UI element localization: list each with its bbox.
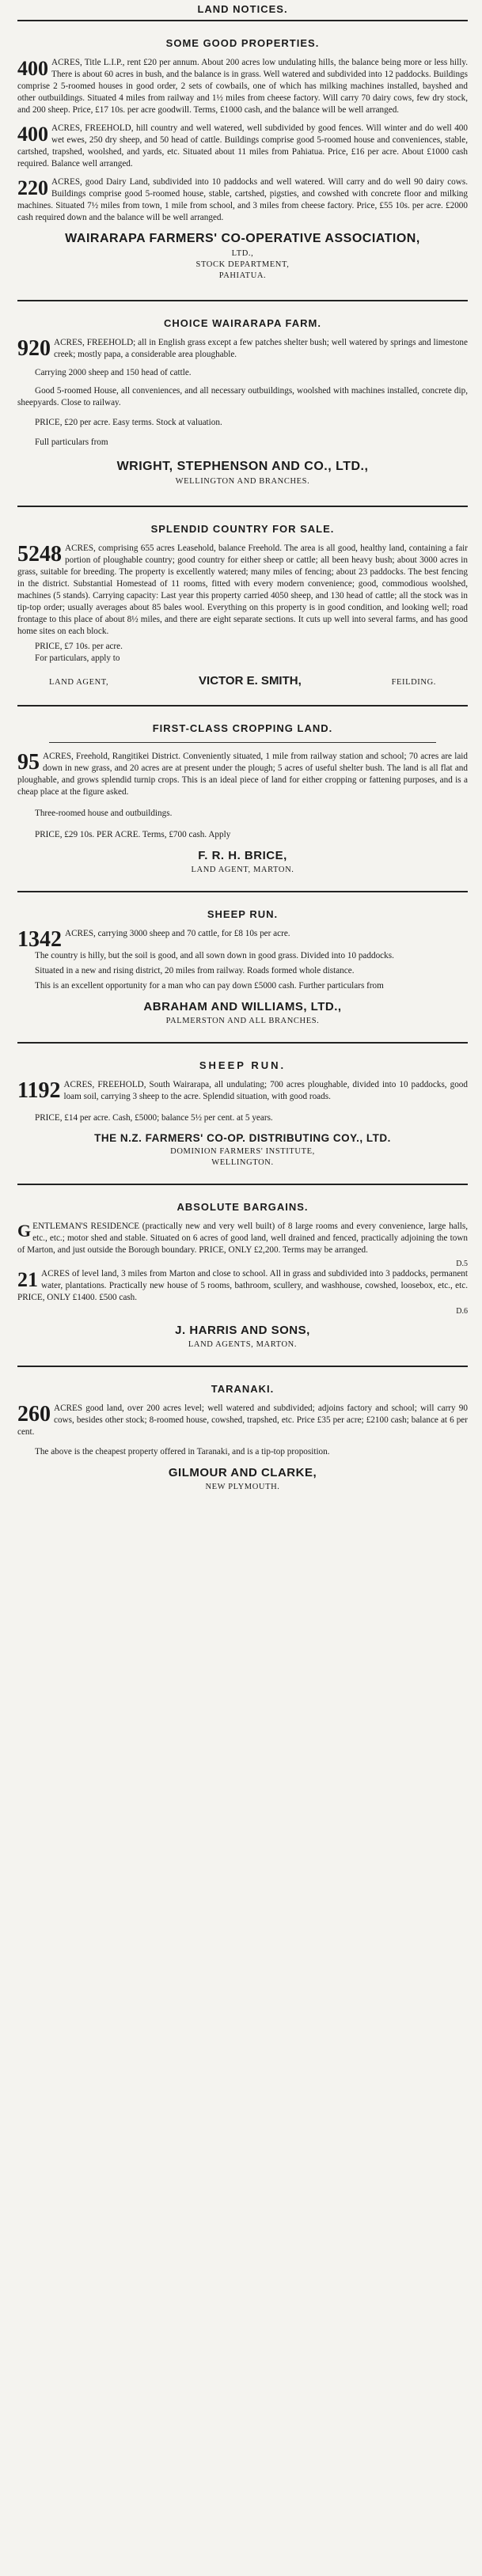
acreage-number: 920 [17, 336, 51, 361]
listing-21-acres [17, 1268, 468, 1304]
ad-heading: SPLENDID COUNTRY FOR SALE. [150, 523, 335, 535]
price-line: PRICE, £14 per acre. Cash, £5000; balance 5½ per cent. at 5 years. [35, 1113, 273, 1123]
listing-text: ACRES, FREEHOLD, South Wairarapa, all undulating; 700 acres ploughable, divided into 10 paddocks, good loam soil, carrying 3 sheep to the acre. Splendid situation, with good roads. [63, 1080, 468, 1101]
ad-heading: FIRST-CLASS CROPPING LAND. [152, 722, 333, 734]
acreage-number: 5248 [17, 542, 62, 566]
listing-text: ACRES, carrying 3000 sheep and 70 cattle, for £8 10s per acre. [65, 929, 290, 938]
land-description: The country is hilly, but the soil is good, and all sown down in good grass. Divided into 10 paddocks. [35, 951, 394, 960]
acreage-number: 1342 [17, 927, 62, 952]
price-line: PRICE, £7 10s. per acre. [35, 642, 123, 651]
price-line: PRICE, £20 per acre. Easy terms. Stock at valuation. [35, 418, 222, 427]
listing-text: ACRES of level land, 3 miles from Marton and close to school. All in grass and subdivided into 3 paddocks, permanent water, plantations. Practically new house of 5 rooms, bathroom, scullery, and washhouse, cowshed, loosebox, etc., etc. PRICE, ONLY £1400. £500 cash. [17, 1269, 468, 1302]
listing-920-acres [17, 337, 468, 361]
agent-branches: PALMERSTON AND ALL BRANCHES. [165, 1017, 320, 1025]
divider [17, 300, 468, 301]
divider [17, 1042, 468, 1044]
agent-name: F. R. H. BRICE, [198, 849, 287, 862]
listing-text: ACRES, Title L.I.P., rent £20 per annum. About 200 acres low undulating hills, the balance being more or less hilly. There is about 60 acres in bush, and the balance is in grass. Well watered and subdivided into 12 paddocks. Buildings comprise 2 5-roomed houses in good order, 2 sets of cowbails, one of which has milking machines installed, bayshed and other outbuildings. Situated 4 miles from railway and 1½ miles from cheese factory. Will carry 70 dairy cows, few dry stock, and 200 sheep. Price, £17 10s. per acre goodwill. Terms, £1000 cash, and the balance will be well arranged. [17, 58, 468, 115]
listing-gentlemans-residence [17, 1221, 468, 1256]
listing-text: ACRES, FREEHOLD, hill country and well watered, well subdivided by good fences. Will winter and do well 400 wet ewes, 250 dry sheep, and 50 head of cattle. Buildings comprise good 5-roomed house and conveniences, stable, cartshed, trapshed, woolshed, and yards, etc. Situated about 11 miles from Pahiatua. Price, £16 per acre. About £1000 cash required. Balance well arranged. [17, 123, 468, 169]
agent-role: LAND AGENT, [49, 678, 109, 687]
ad-heading: CHOICE WAIRARAPA FARM. [164, 317, 321, 329]
ad-taranaki [17, 1372, 468, 1494]
agent-name: J. HARRIS AND SONS, [175, 1324, 310, 1337]
listing-text: ACRES, comprising 655 acres Leasehold, balance Freehold. The area is all good, healthy land, containing a fair portion of ploughable country; good country for either sheep or cattle; all been heavy bush; about 3000 acres in grass, suitable for breeding. The property is excellently watered; many miles of fencing; about 23 paddocks. The best fencing in the district. Substantial Homestead of 11 rooms, fitted with every modern convenience; good, commodious woolshed, machines (5 stands). Carrying capacity: Last year this property carried 4050 sheep, and 130 head of cattle; all the stock was in tip-top order; usually averages about 85 bales wool. Everything on this property is in good condition, and looking well; road frontage to this place of about 8½ miles, and there are eight separate sections. It cuts up well into several farms, and has good home sites on each block. [17, 544, 468, 636]
acreage-number: 400 [17, 57, 48, 80]
ad-cropping-land [17, 711, 468, 877]
ad-sheep-run-1192 [17, 1048, 468, 1169]
proposition-line: The above is the cheapest property offered in Taranaki, and is a tip-top proposition. [35, 1447, 330, 1457]
listing-text: ACRES, good Dairy Land, subdivided into 10 paddocks and well watered. Will carry and do well 90 dairy cows. Buildings comprise good 5-roomed house, stable, cartshed, pigsties, and cowshed with concrete floor and milking machines. Situated 7½ miles from town, 1 mile from school, and 3 miles from cheese factory. Price, £55 10s. per acre. £2000 cash required down and the balance will be well arranged. [17, 177, 468, 222]
divider [17, 1184, 468, 1185]
agent-institute: DOMINION FARMERS' INSTITUTE, [170, 1147, 315, 1156]
reference-code: D.6 [456, 1307, 468, 1316]
agent-suffix: LTD., [231, 249, 254, 258]
divider [17, 20, 468, 21]
buildings-line: Three-roomed house and outbuildings. [35, 809, 173, 818]
ad-heading: SOME GOOD PROPERTIES. [165, 37, 320, 49]
agent-department: STOCK DEPARTMENT, [195, 260, 290, 269]
acreage-number: 1192 [17, 1078, 61, 1103]
acreage-number: 21 [17, 1268, 38, 1291]
buildings-description: Good 5-roomed House, all conveniences, and all necessary outbuildings, woolshed with machines installed, concrete dip, sheepyards. Close to railway. [17, 386, 468, 407]
ad-splendid-country [17, 512, 468, 691]
stock-carried: Carrying 2000 sheep and 150 head of cattle. [35, 368, 192, 377]
ad-heading: TARANAKI. [211, 1383, 275, 1395]
agent-role: LAND AGENT, MARTON. [191, 866, 294, 874]
agent-name: WRIGHT, STEPHENSON AND CO., LTD., [116, 460, 369, 473]
opportunity-line: This is an excellent opportunity for a man who can pay down £5000 cash. Further particulars from [35, 981, 384, 991]
drop-cap: G [17, 1221, 32, 1241]
page-title: LAND NOTICES. [197, 3, 288, 15]
ad-choice-wairarapa-farm [17, 306, 468, 488]
acreage-number: 220 [17, 176, 48, 199]
listing-text: ACRES, Freehold, Rangitikei District. Conveniently situated, 1 mile from railway station and school; 70 acres are laid down in new grass, and 20 acres are at present under the plough; 5 acres of useful shelter bush. The land is all flat and ploughable, and grows splendid turnip crops. This is an ideal piece of land for either cropping or fattening purposes, and is a cheap place at the figure asked. [17, 752, 468, 797]
listing-400-acres-freehold [17, 123, 468, 170]
listing-220-acres [17, 176, 468, 224]
acreage-number: 95 [17, 750, 40, 775]
listing-95-acres [17, 751, 468, 798]
divider [17, 705, 468, 707]
agent-name: THE N.Z. FARMERS' CO-OP. DISTRIBUTING COY., LTD. [94, 1132, 391, 1144]
ad-some-good-properties [17, 26, 468, 282]
listing-text: ACRES good land, over 200 acres level; well watered and subdivided; adjoins factory and school; will carry 90 cows, besides other stock; 8-roomed house, cowshed, trapshed, etc. Price £35 per acre; £2100 cash; balance at 6 per cent. [17, 1404, 468, 1437]
acreage-number: 260 [17, 1402, 51, 1426]
ad-heading: SHEEP RUN. [199, 1059, 287, 1071]
listing-text: ENTLEMAN'S RESIDENCE (practically new and very well built) of 8 large rooms and every convenience, large halls, etc., etc.; motor shed and stable. Situated on 6 acres of good land, well drained and fenced, practically adjoining the town of Marton, and just outside the Borough boundary. PRICE, ONLY £2,200. Terms may be arranged. [17, 1222, 468, 1255]
apply-line: For particulars, apply to [35, 653, 120, 663]
divider [17, 506, 468, 507]
ad-heading: SHEEP RUN. [207, 908, 279, 920]
agent-branches: WELLINGTON AND BRANCHES. [175, 477, 310, 486]
divider [49, 742, 436, 743]
listing-text: ACRES, FREEHOLD; all in English grass except a few patches shelter bush; well watered by springs and limestone creek; mostly papa, a considerable area ploughable. [54, 338, 468, 359]
divider [17, 1366, 468, 1367]
reference-code: D.5 [456, 1260, 468, 1268]
agent-name: WAIRARAPA FARMERS' CO-OPERATIVE ASSOCIATION, [65, 232, 420, 245]
listing-260-acres [17, 1403, 468, 1438]
listing-1342-acres [17, 927, 468, 952]
agent-name: ABRAHAM AND WILLIAMS, LTD., [143, 1000, 342, 1013]
agent-name: GILMOUR AND CLARKE, [168, 1466, 317, 1479]
divider [17, 891, 468, 892]
agent-town: WELLINGTON. [211, 1158, 274, 1167]
particulars-line: Full particulars from [35, 438, 108, 447]
ad-heading: ABSOLUTE BARGAINS. [176, 1201, 309, 1213]
listing-5248-acres [17, 543, 468, 638]
ad-sheep-run-1342 [17, 897, 468, 1028]
agent-town: FEILDING. [391, 678, 436, 687]
agent-name: VICTOR E. SMITH, [199, 674, 302, 688]
ad-absolute-bargains [17, 1190, 468, 1351]
agent-town: NEW PLYMOUTH. [205, 1483, 280, 1491]
location-description: Situated in a new and rising district, 20 miles from railway. Roads formed whole distance. [35, 966, 355, 975]
price-line: PRICE, £29 10s. PER ACRE. Terms, £700 cash. Apply [35, 830, 231, 839]
acreage-number: 400 [17, 123, 48, 146]
listing-1192-acres [17, 1079, 468, 1103]
agent-role: LAND AGENTS, MARTON. [188, 1340, 298, 1349]
listing-400-acres-leasehold [17, 57, 468, 116]
agent-town: PAHIATUA. [218, 271, 267, 280]
agent-block [49, 674, 436, 688]
